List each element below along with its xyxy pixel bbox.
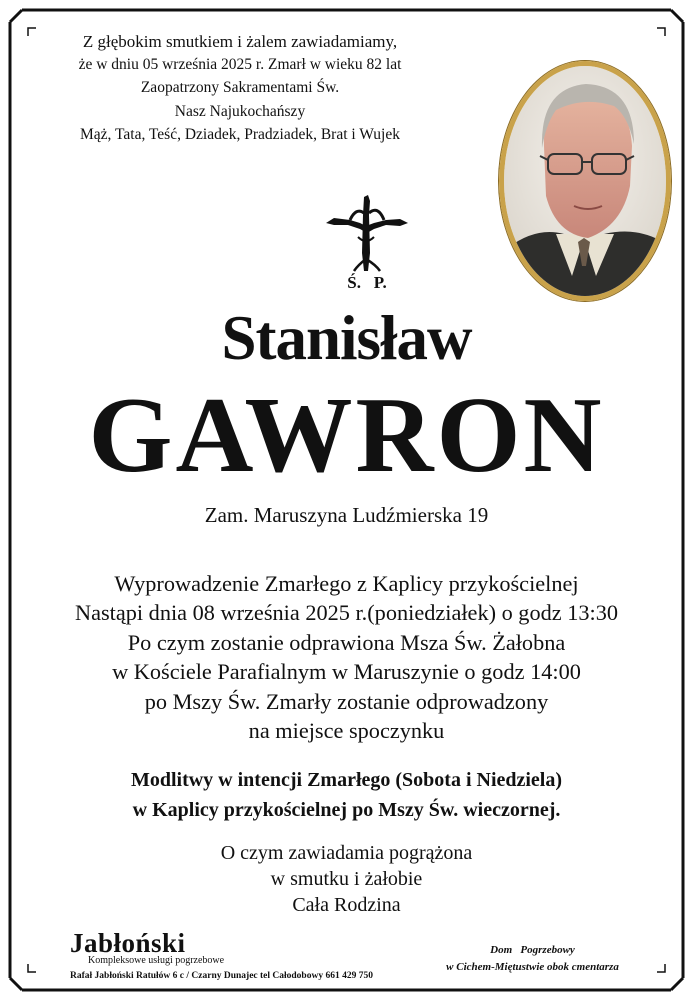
funeral-home-info [420,942,645,976]
deceased-last-name: GAWRON [88,376,605,495]
logo-address: Rafał Jabłoński Ratułów 6 c / Czarny Dunajec tel Całodobowy 661 429 750 [70,971,373,981]
family-line: w smutku i żałobie [270,868,423,890]
funeral-home-line-1: Dom Pogrzebowy [490,944,575,956]
cross-initials: Ś. P. [347,273,387,292]
intro-line-1: Z głębokim smutkiem i żalem zawiadamiamy, [82,32,398,51]
ceremony-line: w Kościele Parafialnym w Maruszynie o godz 14:00 [112,659,581,685]
prayer-line: Modlitwy w intencji Zmarłego (Sobota i Niedziela) [130,769,563,791]
announcement-intro [40,30,440,146]
prayer-notice [0,765,693,825]
logo-subtitle: Kompleksowe usługi pogrzebowe [88,955,225,966]
ceremony-line: Nastąpi dnia 08 września 2025 r.(poniedziałek) o godz 13:30 [74,600,619,626]
funeral-home-line-2: w Cichem-Miętustwie obok cmentarza [446,961,619,973]
family-signature [0,840,693,918]
ceremony-line: na miejsce spoczynku [248,718,445,744]
ceremony-line: Wyprowadzenie Zmarłego z Kaplicy przykościelnej [114,571,579,596]
intro-line-2: że w dniu 05 września 2025 r. Zmarł w wieku 82 lat [78,56,402,74]
ceremony-line: po Mszy Św. Zmarły zostanie odprowadzony [144,688,549,714]
family-line: Cała Rodzina [292,894,401,916]
funeral-company-logo [70,929,400,981]
prayer-line: w Kaplicy przykościelnej po Mszy Św. wieczornej. [132,799,561,821]
cross-emblem [320,193,414,297]
deceased-portrait [499,61,671,301]
intro-line-3: Zaopatrzony Sakramentami Św. [140,79,340,97]
portrait-photo [504,66,666,296]
ceremony-details [0,569,693,745]
deceased-first-name: Stanisław [221,303,472,373]
logo-name: Jabłoński [70,928,186,958]
intro-line-5: Mąż, Tata, Teść, Dziadek, Pradziadek, Brat i Wujek [79,125,400,143]
deceased-address: Zam. Maruszyna Ludźmierska 19 [204,503,489,527]
ceremony-line: Po czym zostanie odprawiona Msza Św. Żałobna [127,629,566,655]
family-line: O czym zawiadamia pogrążona [220,842,473,864]
intro-line-4: Nasz Najukochańszy [174,102,306,120]
